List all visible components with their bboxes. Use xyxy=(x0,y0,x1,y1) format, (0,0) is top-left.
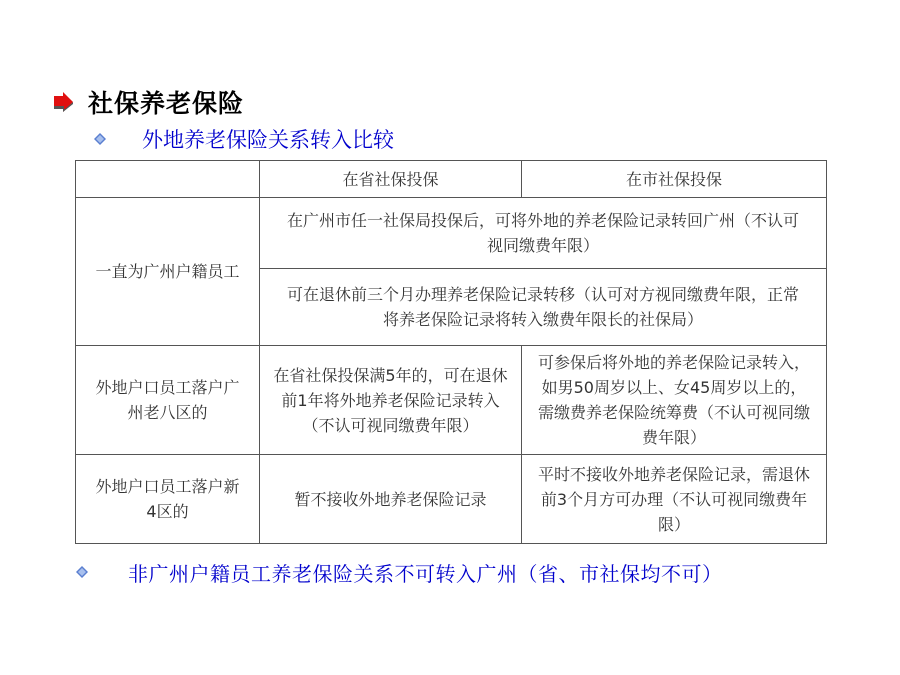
row-label-old-eight-districts: 外地户口员工落户广州老八区的 xyxy=(76,346,260,455)
row-label-new-four-districts: 外地户口员工落户新4区的 xyxy=(76,455,260,544)
blue-diamond-icon xyxy=(76,566,88,578)
header-city: 在市社保投保 xyxy=(522,161,827,198)
cell-row3-province: 暂不接收外地养老保险记录 xyxy=(260,455,522,544)
table-header-row xyxy=(76,161,827,198)
cell-row2-province: 在省社保投保满5年的，可在退休前1年将外地养老保险记录转入（不认可视同缴费年限） xyxy=(260,346,522,455)
row-label-guangzhou-huji: 一直为广州户籍员工 xyxy=(76,198,260,346)
cell-row2-city: 可参保后将外地的养老保险记录转入，如男50周岁以上、女45周岁以上的，需缴费养老保险统筹费（不认可视同缴费年限） xyxy=(522,346,827,455)
blue-diamond-icon xyxy=(94,133,106,145)
table-row xyxy=(76,198,827,269)
header-province: 在省社保投保 xyxy=(260,161,522,198)
section-subtitle: 外地养老保险关系转入比较 xyxy=(142,128,394,152)
note-row xyxy=(76,555,723,589)
title-row xyxy=(52,86,244,118)
cell-row1-merged-a: 在广州市任一社保局投保后，可将外地的养老保险记录转回广州（不认可视同缴费年限） xyxy=(260,198,827,269)
cell-row1-merged-b: 可在退休前三个月办理养老保险记录转移（认可对方视同缴费年限，正常将养老保险记录将转入缴费年限长的社保局） xyxy=(260,269,827,346)
cell-row3-city: 平时不接收外地养老保险记录，需退休前3个月方可办理（不认可视同缴费年限） xyxy=(522,455,827,544)
table-row xyxy=(76,455,827,544)
page-title: 社保养老保险 xyxy=(88,89,245,118)
footer-note: 非广州户籍员工养老保险关系不可转入广州（省、市社保均不可） xyxy=(128,561,723,586)
comparison-table xyxy=(75,160,827,544)
table-row xyxy=(76,346,827,455)
subtitle-row xyxy=(94,122,394,156)
red-arrow-icon xyxy=(52,91,74,113)
table-corner-cell xyxy=(76,161,260,198)
